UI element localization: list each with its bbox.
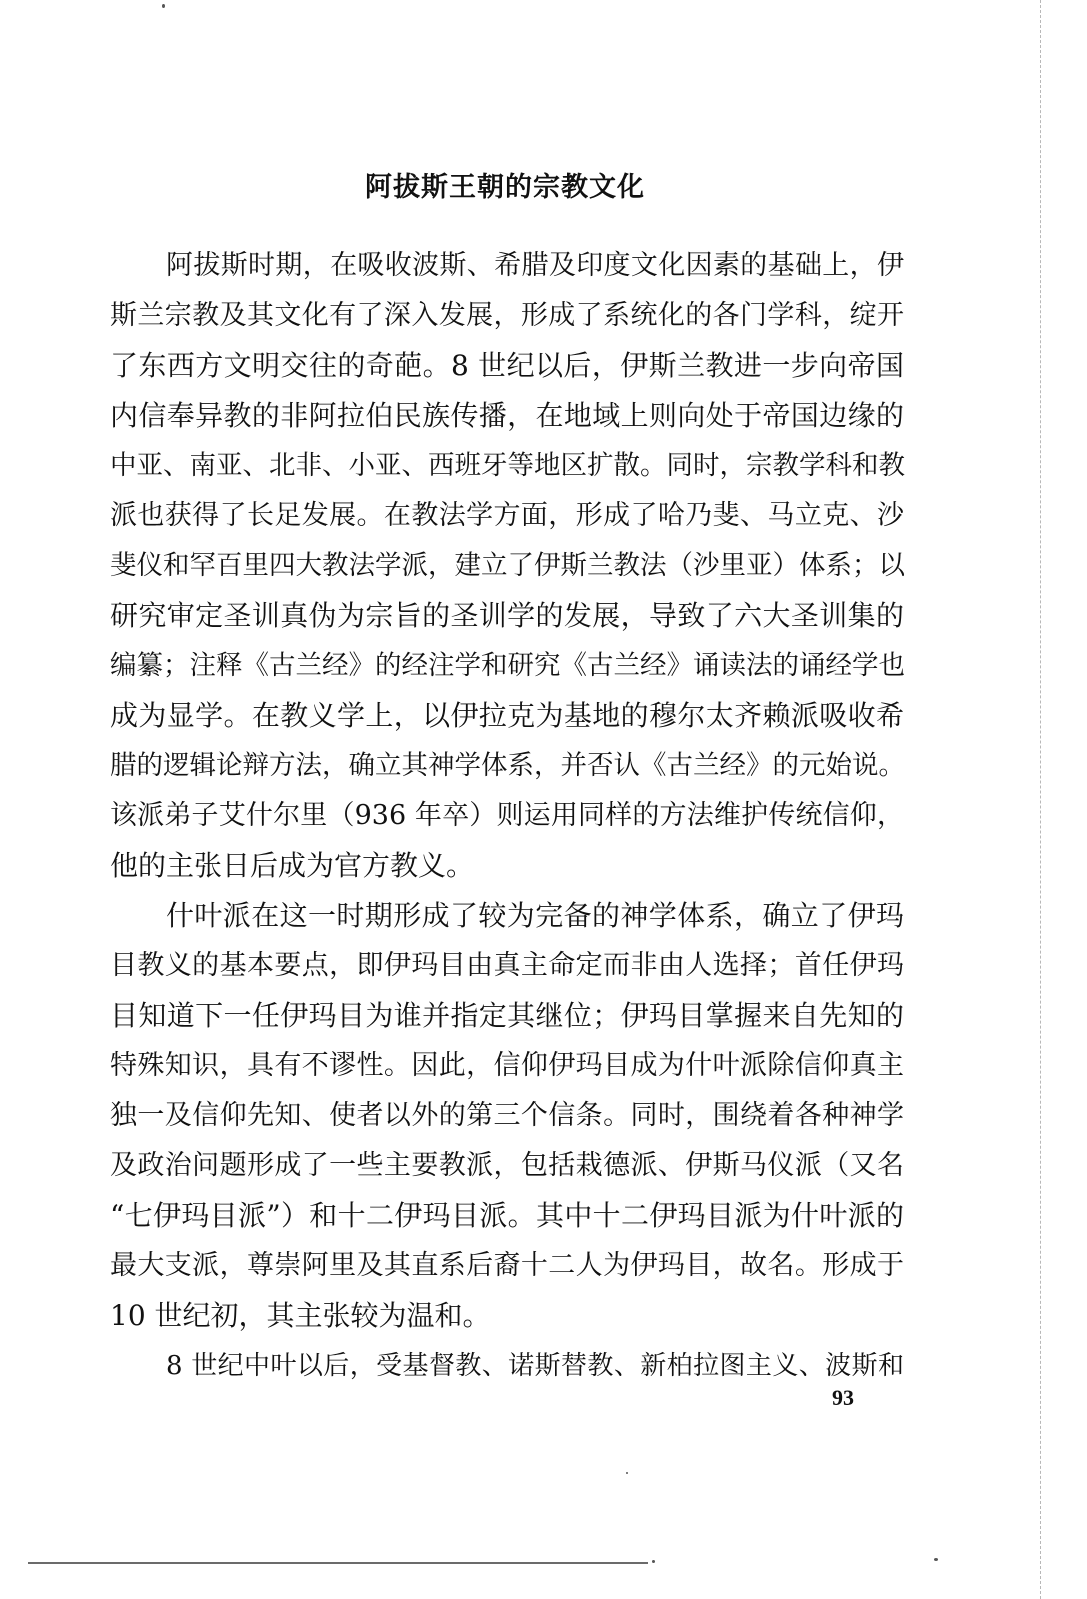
text-line: 目教义的基本要点，即伊玛目由真主命定而非由人选择；首任伊玛: [110, 950, 904, 981]
text-line: 斯兰宗教及其文化有了深入发展，形成了系统化的各门学科，绽开: [110, 300, 904, 331]
scan-speck: [162, 4, 165, 8]
section-title: 阿拔斯王朝的宗教文化: [365, 172, 645, 203]
text-line: 最大支派，尊崇阿里及其直系后裔十二人为伊玛目，故名。形成于: [110, 1250, 904, 1281]
text-line: 阿拔斯时期，在吸收波斯、希腊及印度文化因素的基础上，伊: [166, 250, 904, 281]
text-line: 研究审定圣训真伪为宗旨的圣训学的发展，导致了六大圣训集的: [110, 599, 904, 632]
text-line: 独一及信仰先知、使者以外的第三个信条。同时，围绕着各种神学: [110, 1100, 904, 1131]
scan-edge-bottom: [28, 1562, 648, 1564]
scan-speck: [652, 1560, 655, 1563]
text-line: 了东西方文明交往的奇葩。8 世纪以后，伊斯兰教进一步向帝国: [110, 349, 904, 382]
text-line: 内信奉异教的非阿拉伯民族传播，在地域上则向处于帝国边缘的: [110, 399, 904, 432]
text-line: 成为显学。在教义学上，以伊拉克为基地的穆尔太齐赖派吸收希: [110, 699, 904, 732]
text-line: 中亚、南亚、北非、小亚、西班牙等地区扩散。同时，宗教学科和教: [110, 450, 905, 481]
text-line: 斐仪和罕百里四大教法学派，建立了伊斯兰教法（沙里亚）体系；以: [110, 550, 905, 581]
text-line: 该派弟子艾什尔里（936 年卒）则运用同样的方法维护传统信仰，: [110, 800, 904, 831]
text-line: “七伊玛目派”）和十二伊玛目派。其中十二伊玛目派为什叶派的: [110, 1199, 904, 1232]
text-line: 10 世纪初，其主张较为温和。: [110, 1299, 491, 1332]
text-line: 派也获得了长足发展。在教法学方面，形成了哈乃斐、马立克、沙: [110, 500, 904, 531]
text-line: 腊的逻辑论辩方法，确立其神学体系，并否认《古兰经》的元始说。: [110, 750, 905, 781]
text-line: 什叶派在这一时期形成了较为完备的神学体系，确立了伊玛: [166, 899, 904, 932]
text-line: 他的主张日后成为官方教义。: [110, 849, 475, 882]
text-line: 8 世纪中叶以后，受基督教、诺斯替教、新柏拉图主义、波斯和: [166, 1351, 904, 1381]
text-line: 目知道下一任伊玛目为谁并指定其继位；伊玛目掌握来自先知的: [110, 999, 904, 1032]
text-line: 编纂；注释《古兰经》的经注学和研究《古兰经》诵读法的诵经学也: [110, 650, 905, 681]
scan-speck: [934, 1558, 938, 1561]
text-line: 及政治问题形成了一些主要教派，包括栽德派、伊斯马仪派（又名: [110, 1150, 904, 1181]
scan-edge-right: [1040, 0, 1042, 1599]
scan-speck: [626, 1472, 628, 1474]
page-number: 93: [832, 1385, 854, 1410]
text-line: 特殊知识，具有不谬性。因此，信仰伊玛目成为什叶派除信仰真主: [110, 1050, 904, 1081]
